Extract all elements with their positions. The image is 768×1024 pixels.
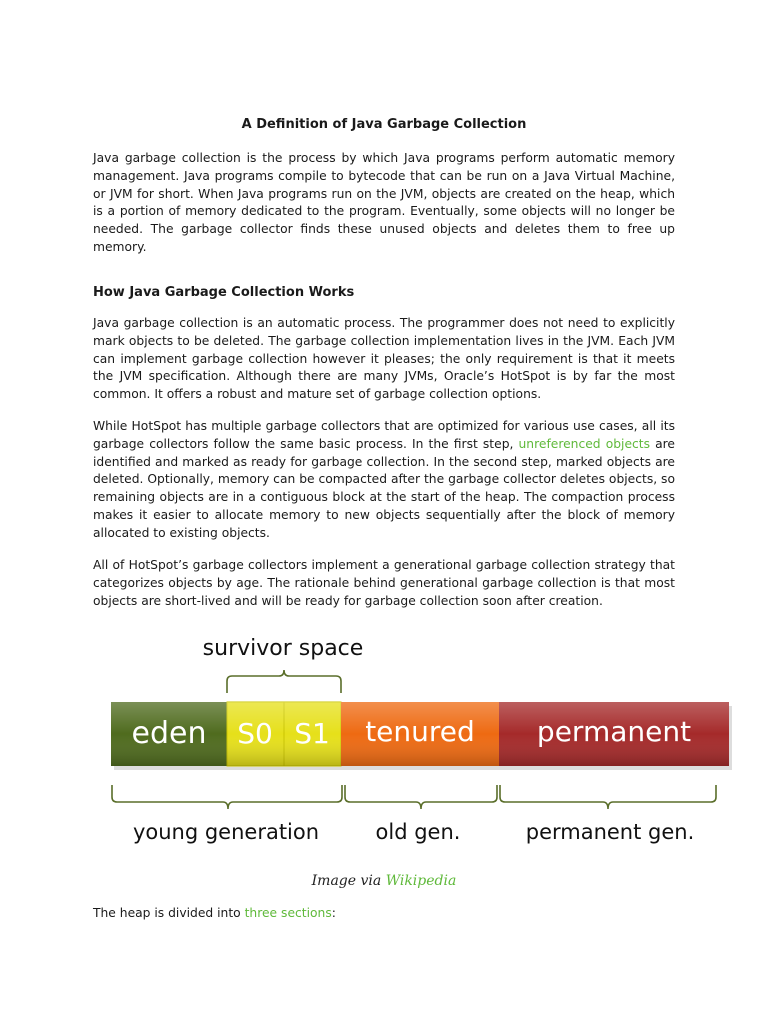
old-gen-bracket xyxy=(345,785,497,809)
heap-sections-sentence xyxy=(93,906,336,920)
hotspot-paragraph-end: are identified and marked as ready for garbage collection. In the second step, marked objects are deleted. Optionally, memory can be compacted after the garbage collector deletes objects, so remaining objects are in a contiguous block at the start of the heap. The compaction process makes it easier to allocate memory to new objects sequentially after the block of memory allocated to existing objects. xyxy=(93,436,675,540)
old-gen-label: old gen. xyxy=(375,820,461,844)
eden-label: eden xyxy=(131,716,207,751)
unreferenced-objects-link[interactable]: unreferenced objects xyxy=(518,436,650,451)
three-sections-link[interactable]: three sections xyxy=(244,906,332,920)
tenured-label: tenured xyxy=(365,715,475,748)
survivor-space-label: survivor space xyxy=(202,636,364,661)
heap-sentence-end: : xyxy=(331,906,336,920)
s1-label: S1 xyxy=(294,717,330,750)
young-generation-label: young generation xyxy=(132,820,320,844)
image-caption xyxy=(0,873,768,889)
heap-sentence-start: The heap is divided into xyxy=(93,906,245,920)
permanent-gen-label: permanent gen. xyxy=(525,820,695,844)
wikipedia-link[interactable]: Wikipedia xyxy=(385,873,457,889)
section-heading: How Java Garbage Collection Works xyxy=(93,285,355,300)
permanent-label: permanent xyxy=(536,715,692,748)
generational-paragraph: All of HotSpot’s garbage collectors implement a generational garbage collection strategy that categorizes objects by age. The rationale behind generational garbage collection is that most objects are short-lived and will be ready for garbage collection soon after creation. xyxy=(93,558,675,608)
intro-paragraph: Java garbage collection is the process by which Java programs perform automatic memory management. Java programs compile to bytecode that can be run on a Java Virtual Machine, or JVM for short. When Java programs run on the JVM, objects are created on the heap, which is a portion of memory dedicated to the program. Eventually, some objects will no longer be needed. The garbage collector finds these unused objects and deletes them to free up memory. xyxy=(93,151,675,254)
process-paragraph: Java garbage collection is an automatic process. The programmer does not need to explicitly mark objects to be deleted. The garbage collection implementation lives in the JVM. Each JVM can implement garbage collection however it pleases; the only requirement is that it meets the JVM specification. Although there are many JVMs, Oracle’s HotSpot is by far the most common. It offers a robust and mature set of garbage collection options. xyxy=(93,316,675,402)
young-gen-bracket xyxy=(112,785,342,809)
hotspot-paragraph-start: While HotSpot has multiple garbage collectors that are optimized for various use cases, all its garbage collectors follow the same basic process. In the first step, xyxy=(93,419,675,451)
document-title: A Definition of Java Garbage Collection xyxy=(241,117,527,132)
permanent-gen-bracket xyxy=(500,785,716,809)
survivor-bracket xyxy=(227,670,341,693)
s0-label: S0 xyxy=(237,717,273,750)
caption-prefix: Image via xyxy=(311,873,386,889)
